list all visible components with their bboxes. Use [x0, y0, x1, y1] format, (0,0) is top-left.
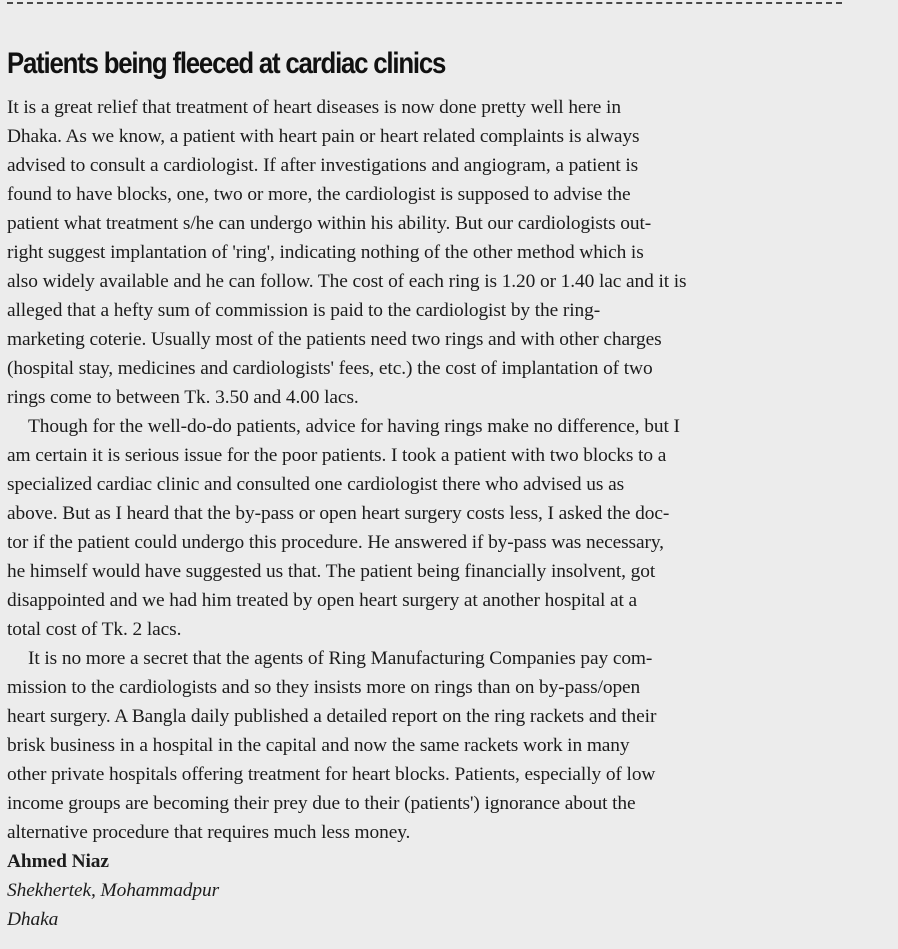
author-address: Shekhertek, Mohammadpur — [7, 880, 220, 901]
text-line: heart surgery. A Bangla daily published a detailed report on the ring rackets and their — [7, 706, 657, 727]
dashed-separator-rule — [7, 2, 842, 4]
text-line: am certain it is serious issue for the poor patients. I took a patient with two blocks to a — [7, 445, 667, 466]
text-line: total cost of Tk. 2 lacs. — [7, 619, 182, 640]
text-line: above. But as I heard that the by-pass or open heart surgery costs less, I asked the doc- — [7, 503, 670, 524]
text-line: rings come to between Tk. 3.50 and 4.00 lacs. — [7, 387, 359, 408]
paragraph-2 — [7, 412, 898, 644]
text-line: It is a great relief that treatment of heart diseases is now done pretty well here in — [7, 97, 621, 118]
text-line: It is no more a secret that the agents of Ring Manufacturing Companies pay com- — [28, 648, 653, 669]
text-line: alleged that a hefty sum of commission is paid to the cardiologist by the ring- — [7, 300, 601, 321]
text-line: he himself would have suggested us that. The patient being financially insolvent, got — [7, 561, 656, 582]
text-line: specialized cardiac clinic and consulted one cardiologist there who advised us as — [7, 474, 625, 495]
text-line: found to have blocks, one, two or more, the cardiologist is supposed to advise the — [7, 184, 631, 205]
text-line: income groups are becoming their prey due to their (patients') ignorance about the — [7, 793, 636, 814]
text-line: tor if the patient could undergo this procedure. He answered if by-pass was necessary, — [7, 532, 664, 553]
text-line: Dhaka. As we know, a patient with heart pain or heart related complaints is always — [7, 126, 640, 147]
text-line: advised to consult a cardiologist. If after investigations and angiogram, a patient is — [7, 155, 639, 176]
author-name: Ahmed Niaz — [7, 851, 109, 872]
author-city: Dhaka — [7, 909, 59, 930]
text-line: alternative procedure that requires much less money. — [7, 822, 411, 843]
text-line: marketing coterie. Usually most of the patients need two rings and with other charges — [7, 329, 662, 350]
paragraph-1 — [7, 93, 898, 412]
text-line: (hospital stay, medicines and cardiologists' fees, etc.) the cost of implantation of two — [7, 358, 653, 379]
text-line: Though for the well-do-do patients, advice for having rings make no difference, but I — [28, 416, 680, 437]
text-line: also widely available and he can follow. The cost of each ring is 1.20 or 1.40 lac and it is — [7, 271, 687, 292]
text-line: other private hospitals offering treatment for heart blocks. Patients, especially of low — [7, 764, 656, 785]
letter-body — [7, 93, 898, 934]
text-line: patient what treatment s/he can undergo within his ability. But our cardiologists out- — [7, 213, 652, 234]
text-line: brisk business in a hospital in the capital and now the same rackets work in many — [7, 735, 630, 756]
signature-block — [7, 847, 898, 934]
text-line: disappointed and we had him treated by open heart surgery at another hospital at a — [7, 590, 638, 611]
letter-headline: Patients being fleeced at cardiac clinics — [7, 47, 446, 80]
text-line: mission to the cardiologists and so they insists more on rings than on by-pass/open — [7, 677, 641, 698]
text-line: right suggest implantation of 'ring', indicating nothing of the other method which is — [7, 242, 644, 263]
paragraph-3 — [7, 644, 898, 847]
